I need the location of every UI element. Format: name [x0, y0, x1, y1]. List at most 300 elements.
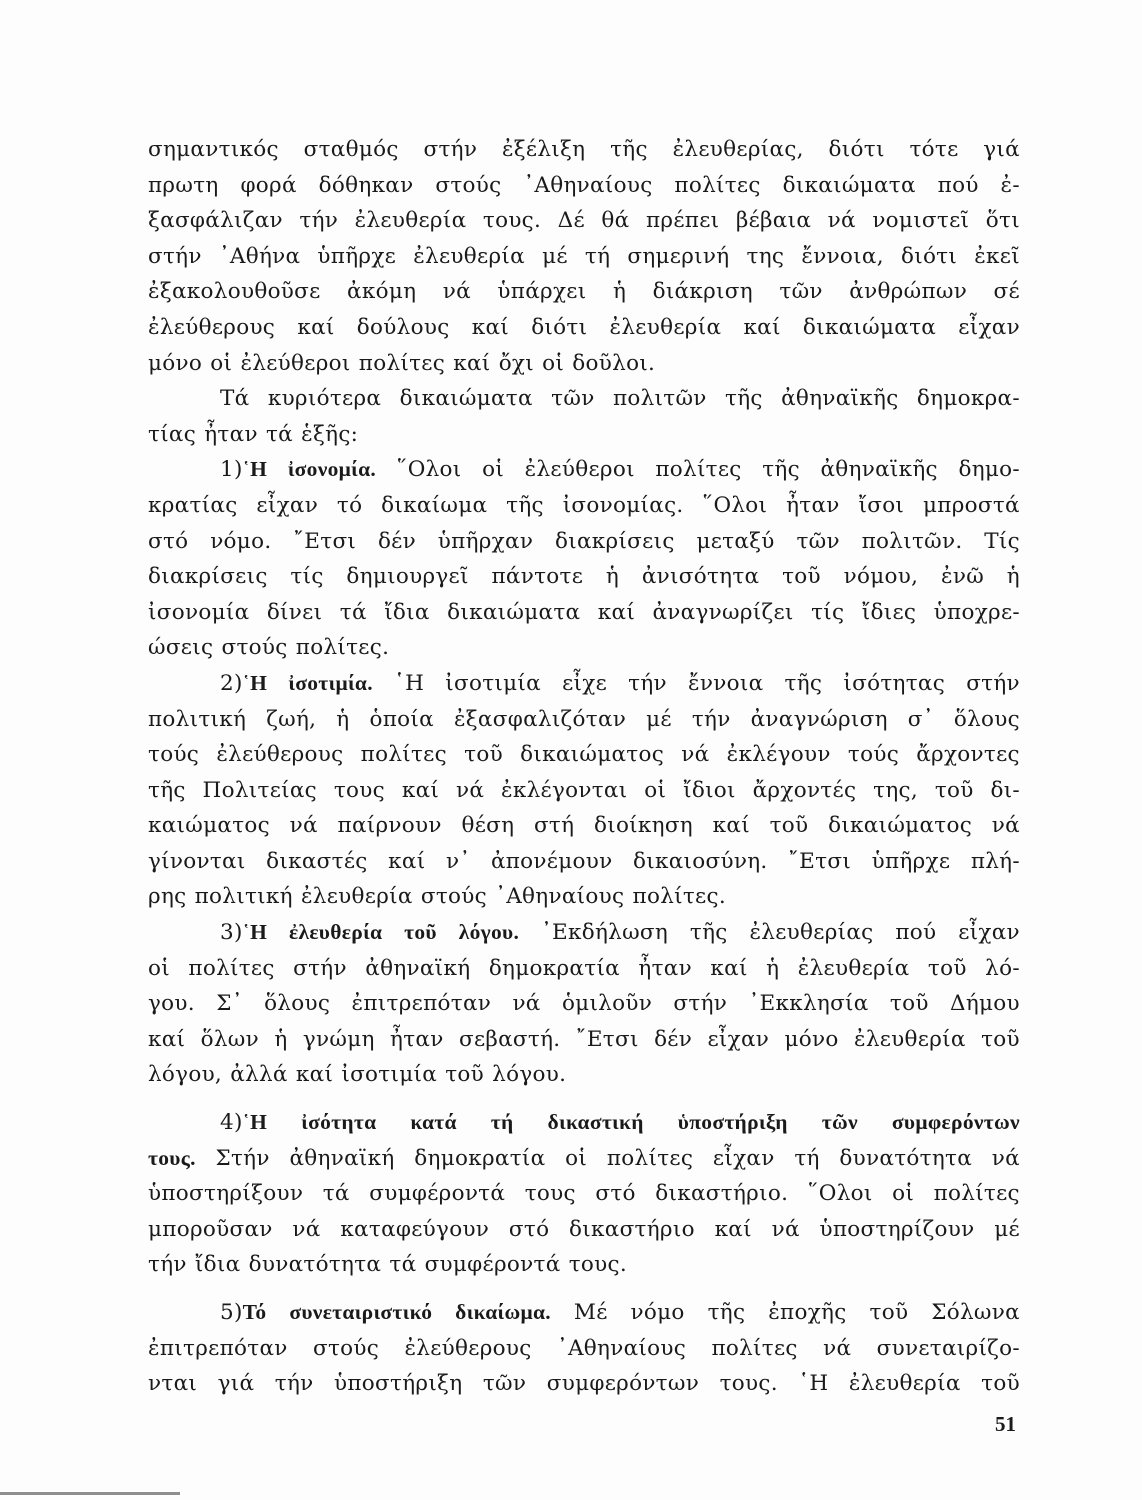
word: θέση: [461, 813, 515, 839]
word: δικαιώματα: [447, 599, 581, 625]
word: ἀθηναϊκῆς: [820, 457, 938, 483]
word: σ᾿: [907, 706, 934, 732]
word: τοῦ: [445, 1062, 485, 1088]
word: δικαστές: [266, 848, 368, 874]
word: ῞Ολοι: [702, 492, 768, 518]
word: ἡ: [766, 955, 780, 981]
word: 1)῾Η: [220, 457, 268, 483]
word: κρατίας: [148, 492, 238, 518]
word: ἡ: [1006, 564, 1020, 590]
word: στήν: [673, 991, 728, 1017]
word: Τά: [220, 386, 250, 412]
word: δικαιώματος: [828, 813, 973, 839]
word: ὅλους: [264, 991, 331, 1017]
word: τά: [339, 599, 367, 625]
text-line: [148, 879, 1020, 915]
word: καί: [453, 350, 491, 376]
word: νόμο.: [210, 528, 272, 554]
text-line: [148, 1022, 1020, 1058]
word: καί: [401, 777, 440, 803]
word: καί: [710, 955, 748, 981]
word: τά: [265, 421, 293, 447]
word: ἰσονομία.: [287, 457, 377, 482]
word: 2)῾Η: [220, 670, 268, 696]
text-line: [148, 559, 1020, 595]
word: διότι: [828, 137, 885, 162]
text-line: [148, 1366, 1020, 1402]
word: Μέ: [573, 1300, 608, 1325]
word: δικαίωμα: [381, 492, 488, 518]
word: ἀναγνώριση: [750, 706, 888, 732]
word: ἦταν: [204, 421, 258, 447]
word: ᾿Εκκλησία: [748, 991, 869, 1017]
word: εἶχαν: [958, 920, 1020, 946]
word: οἱ: [148, 955, 170, 981]
word: τούς: [148, 742, 200, 768]
word: ν᾿: [445, 848, 471, 874]
word: στό: [508, 1216, 550, 1242]
word: στό: [148, 528, 189, 554]
word: τοῦ: [404, 920, 437, 945]
word: νά: [512, 991, 541, 1017]
word: τή: [490, 1110, 514, 1135]
word: ἰσονομία: [148, 599, 250, 625]
word: τῶν: [796, 528, 840, 554]
word: ἀκόμη: [347, 279, 417, 305]
word: πλή-: [970, 848, 1020, 874]
word: τήν: [274, 1371, 314, 1397]
word: ἐλευθερίας,: [672, 137, 804, 162]
text-line: [148, 168, 1020, 204]
word: στήν: [966, 670, 1020, 696]
word: οἱ: [210, 350, 233, 376]
word: τοῦ: [981, 1371, 1020, 1397]
word: ῞Ολοι: [396, 457, 462, 483]
word: τους: [333, 777, 386, 803]
word: ἄρχοντές: [752, 777, 857, 803]
word: ῾Η: [394, 670, 425, 696]
word: ἀθηναϊκή: [289, 1145, 395, 1171]
word: λόγου.: [458, 920, 520, 945]
word: ἐλεύθερους: [404, 1335, 532, 1361]
word: Τίς: [984, 528, 1020, 554]
word: πολίτες: [674, 172, 761, 198]
word: νόμου,: [843, 564, 919, 590]
word: νά: [827, 208, 856, 234]
word: ρης: [148, 884, 187, 910]
word: πολίτες: [188, 955, 275, 981]
word: ὑπῆρχε: [317, 243, 397, 269]
word: γίνονται: [148, 848, 246, 874]
word: δυνατότητα: [839, 1145, 973, 1171]
word: σέ: [993, 279, 1020, 305]
word: εἶχαν: [958, 314, 1020, 340]
word: πολίτες: [606, 1145, 694, 1171]
word: οἱ: [892, 1181, 915, 1207]
word: ἀναγνωρίζει: [652, 599, 794, 625]
word: καί: [471, 314, 510, 340]
word: ῞Ολοι: [807, 1181, 873, 1207]
word: ἐ-: [1000, 172, 1020, 198]
word: ὑπῆρχε: [871, 848, 951, 874]
word: τους.: [719, 1371, 778, 1397]
word: πολίτες: [655, 457, 742, 483]
word: τοῦ: [934, 777, 974, 803]
word: της: [746, 243, 785, 269]
word: ὑποστήριξη: [333, 1371, 463, 1397]
word: σεβαστή.: [458, 1026, 561, 1052]
word: τήν: [628, 670, 667, 696]
word: τῶν: [779, 279, 823, 305]
word: ἐλεύθερους: [216, 742, 344, 768]
word: Σόλωνα: [931, 1300, 1020, 1325]
word: τότε: [909, 137, 959, 162]
word: Πολιτείας: [202, 777, 318, 803]
word: κατά: [410, 1110, 457, 1135]
word: ὅλων: [200, 1026, 260, 1052]
text-line: [148, 1295, 1020, 1331]
word: ὅλους: [953, 706, 1020, 732]
word: συμφέροντά: [424, 1252, 561, 1278]
text-line: [148, 915, 1020, 951]
word: τους.: [568, 1252, 627, 1278]
word: δοῦλοι.: [572, 350, 656, 376]
word: ζωή,: [266, 706, 317, 732]
word: ᾿Αθήνα: [218, 243, 301, 269]
text-line: [148, 737, 1020, 773]
word: της,: [873, 777, 918, 803]
word: πολιτική: [148, 706, 247, 732]
word: διακρίσεις: [554, 528, 675, 554]
word: νομιστεῖ: [872, 208, 970, 234]
scan-edge-shadow: [0, 1492, 180, 1495]
word: στή: [533, 813, 575, 839]
word: ἦταν: [786, 492, 840, 518]
text-line: [148, 844, 1020, 880]
word: τους.: [148, 1145, 196, 1170]
word: τήν: [148, 1252, 187, 1278]
word: Δήμου: [950, 991, 1020, 1017]
word: ἐλευθερία: [288, 920, 383, 945]
word: δικαστήριο.: [655, 1181, 789, 1207]
word: δικαίωμα.: [455, 1300, 551, 1324]
word: τῶν: [821, 1110, 858, 1135]
word: ἐλευθερία: [853, 1026, 966, 1052]
word: δέν: [654, 1026, 693, 1052]
word: γνώμη: [302, 1026, 375, 1052]
word: ἰσότητα: [301, 1110, 377, 1135]
word: πολίτες: [360, 742, 447, 768]
word: ἀνθρώπων: [849, 279, 968, 305]
word: δικαιώματα: [399, 386, 533, 412]
word: ἐλευθερία: [413, 243, 525, 269]
word: ᾿Εκδήλωση: [540, 920, 669, 946]
word: εἶχαν: [256, 492, 319, 518]
word: ὑποστηρίζουν: [819, 1216, 975, 1242]
word: νά: [991, 1145, 1020, 1171]
word: ῾Η: [798, 1371, 829, 1397]
word: ἰσότητας: [843, 670, 946, 696]
word: καί: [295, 1062, 334, 1088]
text-line: [148, 595, 1020, 631]
word: τίς: [811, 599, 845, 625]
word: 5)Τό: [220, 1300, 267, 1325]
word: δόθηκαν: [318, 172, 414, 198]
word: ὁμιλοῦν: [561, 991, 653, 1017]
word: ὑποστηρίξουν: [148, 1181, 304, 1207]
word: δίνει: [266, 599, 323, 625]
word: ἄρχοντες: [916, 742, 1020, 768]
word: δημιουργεῖ: [346, 564, 469, 590]
word: καί: [148, 1026, 186, 1052]
word: καί: [714, 1216, 752, 1242]
word: τῆς: [707, 1300, 746, 1325]
word: τήν: [691, 706, 731, 732]
word: διακρίσεις: [148, 564, 268, 590]
word: ἦταν: [638, 955, 692, 981]
word: ἐπιτρεπόταν: [148, 1335, 288, 1361]
word: ἐλευθερία: [300, 884, 413, 910]
word: ᾿Αθηναίους: [495, 884, 625, 910]
text-line: [148, 239, 1020, 275]
word: πάντοτε: [491, 564, 584, 590]
word: πολίτες.: [632, 884, 726, 910]
word: ἴδια: [194, 1252, 241, 1278]
word: νόμο: [630, 1300, 685, 1325]
word: νά: [289, 813, 318, 839]
word: ἐποχῆς: [768, 1300, 847, 1325]
word: λόγου,: [148, 1062, 223, 1088]
word: νά: [771, 1216, 800, 1242]
word: μπροστά: [922, 492, 1020, 518]
word: ἦταν: [390, 1026, 444, 1052]
word: μέ: [994, 1216, 1020, 1242]
word: ὁποία: [369, 706, 434, 732]
word: ξασφάλιζαν: [148, 208, 283, 234]
word: νται: [148, 1371, 198, 1397]
word: διάκριση: [652, 279, 753, 305]
word: ἰσονομίας.: [562, 492, 684, 518]
word: νά: [442, 279, 471, 305]
word: νά: [681, 742, 710, 768]
word: τή: [794, 1145, 820, 1171]
word: ἰσοτιμία.: [288, 670, 373, 695]
word: ἡ: [612, 279, 627, 305]
word: στούς: [312, 1335, 380, 1361]
word: γιά: [983, 137, 1020, 162]
word: ἐξασφαλιζόταν: [453, 706, 627, 732]
text-line: [148, 773, 1020, 809]
word: γου.: [148, 991, 195, 1017]
word: τοῦ: [981, 1026, 1020, 1052]
word: στούς: [221, 635, 288, 661]
word: πολίτες: [711, 1335, 798, 1361]
word: ἐλευθερία: [354, 208, 467, 234]
word: ἴδια: [384, 599, 430, 625]
word: ἐξακολουθοῦσε: [148, 279, 321, 305]
text-line: [148, 203, 1020, 239]
word: τή: [584, 243, 611, 269]
word: τῆς: [725, 386, 763, 412]
word: τό: [336, 492, 363, 518]
word: ἡ: [336, 706, 350, 732]
text-line: [148, 1176, 1020, 1212]
word: τοῦ: [889, 991, 929, 1017]
text-line: [148, 274, 1020, 310]
word: σημερινή: [627, 243, 730, 269]
word: ὅτι: [985, 208, 1020, 234]
text-line: [148, 951, 1020, 987]
word: ἀθηναϊκή: [365, 955, 471, 981]
word: πού: [895, 920, 937, 946]
word: διότι: [900, 243, 958, 269]
word: ἀνισότητα: [641, 564, 760, 590]
word: δι-: [990, 777, 1020, 803]
word: ἐκεῖ: [974, 243, 1020, 269]
word: πού: [937, 172, 979, 198]
word: στήν: [148, 243, 202, 269]
word: νά: [991, 813, 1020, 839]
text-line: [148, 417, 1020, 453]
word: πολιτῶν.: [861, 528, 963, 554]
word: οἱ: [644, 777, 667, 803]
word: μέ: [542, 243, 568, 269]
word: ἐκλέγουν: [726, 742, 831, 768]
text-line: [148, 488, 1020, 524]
text-line: [148, 524, 1020, 560]
word: Στήν: [215, 1145, 270, 1171]
word: τῆς: [762, 457, 800, 483]
word: τοῦ: [464, 742, 503, 768]
word: καταφεύγουν: [340, 1216, 490, 1242]
word: τῆς: [610, 137, 648, 162]
word: δούλους: [356, 314, 450, 340]
word: νά: [823, 1335, 852, 1361]
text-line: [148, 666, 1020, 702]
word: στούς: [420, 884, 488, 910]
word: μποροῦσαν: [148, 1216, 273, 1242]
word: τά: [389, 1252, 417, 1278]
word: τοῦ: [769, 813, 809, 839]
word: ἐπιτρεπόταν: [351, 991, 492, 1017]
word: ἐλεύθεροι: [240, 350, 351, 376]
text-line: [148, 630, 1020, 666]
word: συμφέροντά: [369, 1181, 506, 1207]
word: ἀθηναϊκῆς: [781, 386, 899, 412]
word: εἶχε: [562, 670, 608, 696]
text-line: [148, 702, 1020, 738]
word: ᾿Αθηναίους: [523, 172, 653, 198]
word: οἱ: [565, 1145, 588, 1171]
word: τά: [322, 1181, 350, 1207]
word: καί: [597, 599, 636, 625]
word: τοῦ: [782, 564, 821, 590]
word: τους.: [482, 208, 542, 234]
text-line: [148, 381, 1020, 417]
paragraph-gap: [148, 1093, 1020, 1105]
word: ἔννοια,: [801, 243, 884, 269]
word: θά: [601, 208, 630, 234]
word: δικαιοσύνη.: [633, 848, 768, 874]
word: δημο-: [958, 457, 1020, 483]
word: Δέ: [557, 208, 585, 234]
word: συνεταιριστικό: [289, 1300, 433, 1324]
word: μόνο: [784, 1026, 839, 1052]
word: λόγου.: [492, 1062, 567, 1088]
word: καί: [297, 314, 335, 340]
word: συμφερόντων: [891, 1110, 1020, 1135]
word: τοῦ: [927, 955, 967, 981]
word: πρωτη: [148, 172, 219, 198]
word: ἴσοι: [858, 492, 905, 518]
word: στό: [595, 1181, 636, 1207]
word: πολίτες.: [295, 635, 390, 661]
text-line: [148, 1247, 1020, 1283]
word: ὑπάρχει: [497, 279, 587, 305]
word: ἡ: [274, 1026, 288, 1052]
word: λό-: [985, 955, 1020, 981]
word: ἀλλά: [230, 1062, 288, 1088]
word: πρέπει: [645, 208, 720, 234]
word: ἐλευθερία: [609, 314, 722, 340]
word: τῆς: [506, 492, 544, 518]
word: ἐκλέγονται: [501, 777, 628, 803]
text-line: [148, 132, 1020, 168]
word: διότι: [531, 314, 588, 340]
word: συμφερόντων: [546, 1371, 700, 1397]
word: στήν: [293, 955, 347, 981]
word: ώσεις: [148, 635, 214, 661]
word: μέ: [646, 706, 672, 732]
text-line: [148, 310, 1020, 346]
text-line: [148, 1212, 1020, 1248]
word: ῎Ετσι: [788, 848, 852, 874]
word: ἐξέλιξη: [501, 137, 586, 162]
word: ἐλευθερία: [797, 955, 910, 981]
word: δημοκρα-: [916, 386, 1020, 412]
word: πολίτες: [358, 350, 446, 376]
word: ἐλευθερίας: [749, 920, 874, 946]
word: ὄχι: [498, 350, 534, 376]
text-line: [148, 986, 1020, 1022]
word: ἑξῆς:: [301, 421, 359, 447]
page-number: 51: [995, 1412, 1016, 1436]
text-line: [148, 808, 1020, 844]
word: δυνατότητα: [248, 1252, 382, 1278]
word: γιά: [217, 1371, 255, 1397]
paragraph-gap: [148, 1283, 1020, 1295]
word: καί: [743, 314, 781, 340]
word: ῎Ετσι: [293, 528, 357, 554]
word: τῶν: [551, 386, 595, 412]
word: δέν: [377, 528, 416, 554]
word: τῆς: [784, 670, 823, 696]
word: καιώματος: [148, 813, 270, 839]
word: ἔννοια: [688, 670, 764, 696]
word: στήν: [423, 137, 478, 162]
word: πολίτες: [933, 1181, 1020, 1207]
word: 4)῾Η: [220, 1110, 268, 1136]
word: ᾿Αθηναίους: [556, 1335, 687, 1361]
word: τῶν: [482, 1371, 527, 1397]
word: δικαιώματα: [782, 172, 916, 198]
text-line: [148, 1331, 1020, 1367]
word: ἰσοτιμία: [445, 670, 541, 696]
word: τῆς: [689, 920, 728, 946]
word: δικαστική: [547, 1110, 644, 1135]
word: καί: [388, 848, 426, 874]
text-line: [148, 346, 1020, 382]
